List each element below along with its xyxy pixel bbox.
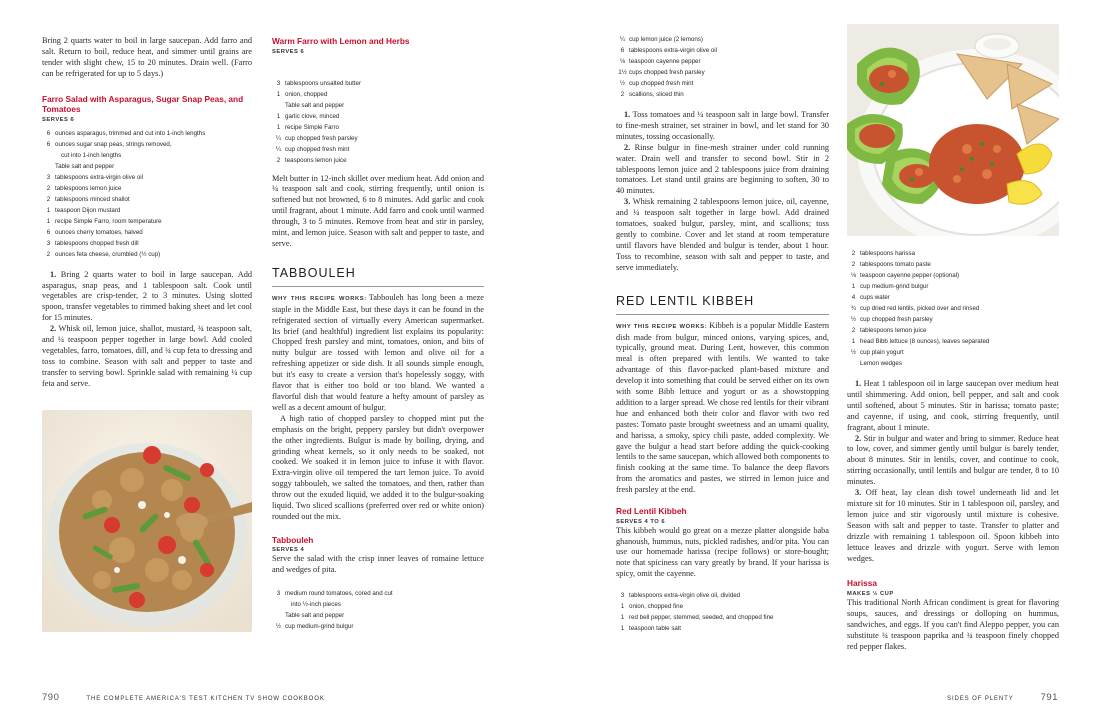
step-number: 1. [50, 269, 57, 279]
ingredient-item [272, 588, 484, 599]
ingredient-list [847, 248, 1059, 369]
ingredient-item [616, 56, 829, 67]
recipe-title-farro-salad: Farro Salad with Asparagus, Sugar Snap Peas, and Tomatoes [42, 93, 244, 115]
ingredient-item [42, 205, 252, 216]
ingredient-text: ounces cherry tomatoes, halved [55, 228, 143, 236]
ingredient-item [616, 89, 829, 100]
harissa-description: This traditional North African condiment is great for flavoring soups, sauces, and dressings or dolloping on hummus, sandwiches, and eggs. If you can't find Aleppo pepper, you can substitute ¾ teaspoon paprika and ¾ teaspoon finely chopped red pepper flakes. [847, 597, 1059, 651]
ingredient-quantity: 3 [46, 239, 51, 247]
ingredient-item [616, 34, 829, 45]
ingredient-item [272, 155, 484, 166]
ingredient-quantity: ½ [850, 316, 857, 323]
ingredient-item [847, 336, 1059, 347]
ingredient-quantity [847, 358, 860, 369]
ingredient-text: cup medium-grind bulgur [860, 283, 929, 290]
ingredient-item [616, 612, 829, 623]
ingredient-item [42, 172, 252, 183]
recipe-title-harissa: Harissa [847, 578, 877, 589]
ingredient-quantity: 1 [851, 283, 856, 290]
ingredient-quantity: 1 [276, 112, 281, 120]
makes-label: MAKES ½ CUP [847, 590, 894, 597]
ingredient-quantity: 2 [620, 91, 625, 98]
ingredient-item [272, 111, 484, 122]
ingredient-text: onion, chopped fine [629, 603, 684, 611]
ingredient-text: teaspoons lemon juice [285, 156, 347, 164]
step-number: 1. [855, 379, 862, 388]
ingredient-quantity: ¾ [850, 305, 857, 312]
ingredient-item [616, 623, 829, 634]
step-text: Whisk oil, lemon juice, shallot, mustard, ¾ teaspoon salt, and ¼ teaspoon pepper together in large bowl. Add cooled vegetables, farro, tomatoes, dill, and ¾ cup feta to dressing and toss to combine. Season with salt and pepper to taste and transfer to serving bowl. Sprinkle salad with remaining ¼ cup feta and serve. [42, 324, 252, 388]
ingredient-quantity: ⅛ [850, 272, 857, 279]
ingredient-text: cup chopped fresh parsley [285, 134, 358, 142]
column-4 [847, 248, 1059, 652]
ingredient-text: tablespoons harissa [860, 250, 916, 257]
ingredient-item [272, 100, 484, 111]
ingredient-item [272, 78, 484, 89]
simple-farro-method: Bring 2 quarts water to boil in large saucepan. Add farro and salt. Return to boil, reduce heat, and simmer until grains are tender with slight chew, 15 to 20 minutes. Drain well. (Farro can be refrigerated for up to 5 days.) [42, 36, 252, 78]
ingredient-item [847, 281, 1059, 292]
ingredient-quantity: 3 [46, 173, 51, 181]
ingredient-item [847, 270, 1059, 281]
ingredient-item [847, 358, 1059, 369]
ingredient-text: tablespoons minced shallot [55, 195, 130, 203]
method [42, 270, 252, 390]
why-text: Tabbouleh has long been a meze staple in the Middle East, but these days it can be found in the refrigerated section of virtually every American supermarket. Its brief (and healthful) ingredient list explains its popularity: Chopped fresh parsley and mint, tomatoes, onion, and bits of nutty bulgur are tossed with lemon and olive oil for a refreshing appetizer or side dish. It all sounds simple enough, but it's easy to create a version that's hopelessly soggy, with flavor that is either too bold or too bland. We wanted a flavorful dish that would feature a hefty amount of parsley as well as a decent amount of bulgur. [272, 292, 484, 412]
warm-farro-method: Melt butter in 12-inch skillet over medium heat. Add onion and ¼ teaspoon salt and cook, stirring frequently, until onion is softened but not browned, 6 to 8 minutes. Add garlic and cook until fragrant, about 1 minute. Add farro and cook until warmed through, 3 to 5 minutes. Remove from heat and stir in parsley, mint, and lemon juice. Season with salt and pepper to taste, and serve. [272, 173, 484, 248]
step-number: 1. [624, 110, 631, 119]
ingredient-item [42, 128, 252, 139]
ingredient-list [616, 590, 829, 634]
ingredient-quantity: ½ [850, 349, 857, 356]
column-2 [272, 36, 484, 632]
recipe-title-warm-farro: Warm Farro with Lemon and Herbs [272, 36, 410, 46]
ingredient-text: tablespoons chopped fresh dill [55, 239, 139, 247]
farro-salad-photo [42, 410, 252, 632]
ingredient-item [616, 601, 829, 612]
ingredient-quantity: 1 [851, 338, 856, 345]
step-text: Whisk remaining 2 tablespoons lemon juice, oil, cayenne, and ¼ teaspoon salt together in large bowl. Add drained tomatoes, soaked bulgur, parsley, mint, and scallions; toss gently to combine. Cover and let stand at room temperature until flavors have blended and bulgur is tender, about 1 hour. Toss to recombine, season with salt and pepper to taste, and serve immediately. [616, 197, 829, 272]
recipe-title-tabbouleh: Tabbouleh [272, 534, 314, 545]
tabbouleh-method [616, 110, 829, 274]
ingredient-quantity: 2 [46, 250, 51, 258]
ingredient-quantity: 6 [46, 228, 51, 236]
ingredient-text: cups water [860, 294, 890, 301]
book-title: THE COMPLETE AMERICA'S TEST KITCHEN TV SHOW COOKBOOK [86, 696, 325, 702]
ingredient-text: teaspoon table salt [629, 625, 681, 633]
recipe-title-red-lentil-kibbeh: Red Lentil Kibbeh [616, 506, 687, 517]
ingredient-quantity: 1½ [618, 69, 627, 76]
ingredient-quantity: 1 [620, 625, 625, 633]
step-text: Off heat, lay clean dish towel underneath lid and let mixture sit for 10 minutes. Stir in 1 tablespoon oil, parsley, and lemon juice and stir vigorously until mixture is cohesive. Season with salt and pepper to taste. Transfer to platter and drizzle with remaining 1 tablespoon oil. Spoon kibbeh into lettuce leaves and drizzle with yogurt. Serve with lemon wedges. [847, 488, 1060, 563]
ingredient-item [272, 122, 484, 133]
ingredient-text: teaspoon cayenne pepper [629, 58, 701, 65]
ingredient-quantity: ½ [619, 80, 626, 87]
ingredient-quantity: 2 [276, 156, 281, 164]
step-text: Bring 2 quarts water to boil in large saucepan. Add asparagus, snap peas, and 1 tablespoon salt. Cook until vegetables are crisp-tender, 2 to 3 minutes. Using slotted spoon, transfer vegetables to rimmed baking sheet and let cool for 15 minutes. [42, 269, 252, 323]
ingredient-text: cup chopped fresh mint [285, 145, 350, 153]
ingredient-item [42, 161, 252, 172]
ingredient-quantity: 1 [620, 603, 625, 611]
ingredient-quantity: 2 [851, 261, 856, 268]
step-number: 2. [624, 142, 631, 152]
why-label: WHY THIS RECIPE WORKS: [272, 295, 367, 302]
why-text-2: A high ratio of chopped parsley to chopped mint put the emphasis on the bright, peppery parsley but didn't overpower the other ingredients. Bulgur is made by boiling, drying, and grinding wheat kernels, so it only needs to be soaked, not cooked. We soaked it in lemon juice to infuse it with flavor. Extra-virgin olive oil tempered the tart lemon juice. To avoid soggy tabbouleh, we salted the tomatoes, and then, rather than throw out the exuded liquid, we added it to the bulgur-soaking liquid. Two sliced scallions (preferred over red or white onion) rounded out the mix. [272, 413, 484, 521]
ingredient-text: tablespoons extra-virgin olive oil [629, 47, 718, 54]
ingredient-text: scallions, sliced thin [629, 91, 684, 98]
ingredient-quantity: 3 [620, 592, 625, 600]
ingredient-quantity: 1 [46, 206, 51, 214]
ingredient-text: recipe Simple Farro [285, 123, 339, 131]
ingredient-item [847, 325, 1059, 336]
ingredient-quantity: 6 [46, 140, 51, 148]
ingredient-text: tablespoons lemon juice [860, 327, 927, 334]
ingredient-text: cut into 1-inch lengths [61, 151, 122, 159]
ingredient-text: cup plain yogurt [860, 349, 904, 356]
ingredient-quantity: ½ [275, 623, 282, 631]
why-label: WHY THIS RECIPE WORKS: [616, 323, 708, 330]
step-text: Stir in bulgur and water and bring to simmer. Reduce heat to low, cover, and simmer gently until bulgur is barely tender, about 8 minutes. Stir in lentils, cover, and continue to cook, stirring occasionally, until lentils and bulgur are tender, 8 to 10 minutes. [847, 433, 1059, 487]
ingredient-item [42, 227, 252, 238]
ingredient-item [272, 144, 484, 155]
ingredient-item [272, 599, 484, 610]
ingredient-list [272, 588, 484, 632]
ingredient-quantity: 1 [620, 614, 625, 622]
ingredient-text: cup medium-grind bulgur [285, 623, 354, 631]
ingredient-item [847, 292, 1059, 303]
section-title-red-lentil-kibbeh: RED LENTIL KIBBEH [616, 294, 829, 315]
ingredient-quantity [272, 610, 285, 621]
ingredient-text: teaspoon cayenne pepper (optional) [860, 272, 960, 279]
ingredient-quantity: ⅛ [619, 58, 626, 65]
ingredient-item [847, 314, 1059, 325]
ingredient-item [272, 89, 484, 100]
step-number: 3. [855, 488, 862, 498]
ingredient-list [42, 128, 252, 260]
page-number-right: 791 [1040, 692, 1058, 703]
ingredient-text: Lemon wedges [860, 360, 902, 367]
ingredient-item [42, 238, 252, 249]
ingredient-text: tablespoons extra-virgin olive oil [55, 173, 144, 181]
ingredient-quantity: 3 [276, 79, 281, 87]
ingredient-quantity: 2 [851, 327, 856, 334]
ingredient-quantity: 1 [276, 90, 281, 98]
why-text: Kibbeh is a popular Middle Eastern dish made from bulgur, minced onions, varying spices, and, typically, ground meat. During Lent, however, this common meal is often prepared with lentils. We wanted to take advantage of this flavor-packed plant-based mixture and develop it into something that could be served either on its own with some Bibb lettuce and yogurt or as a showstopping addition to a larger spread. We chose red lentils for their vibrant hue and enhanced both their color and flavor with two red pastes: Tomato paste brought sweetness and an umami quality, and harissa, a smoky, spicy chili paste, added complexity. We gave the bulgur a head start before adding the quick-cooking lentils to the same saucepan, which allowed both components to finish cooking at the same time. To balance the deep flavors from the aromatics and pastes, we stirred in lemon juice and fresh parsley at the end. [616, 320, 830, 495]
ingredient-text: tablespoons tomato paste [860, 261, 931, 268]
step-number: 2. [50, 324, 57, 334]
ingredient-text: garlic clove, minced [285, 112, 340, 120]
farro-salad-illustration [42, 410, 252, 632]
ingredient-text: cup chopped fresh mint [629, 80, 694, 87]
ingredient-item [42, 216, 252, 227]
ingredient-quantity [272, 100, 285, 111]
ingredient-item [272, 621, 484, 632]
ingredient-item [42, 150, 252, 161]
ingredient-item [616, 590, 829, 601]
ingredient-text: ounces asparagus, trimmed and cut into 1-inch lengths [55, 129, 206, 137]
ingredient-quantity: 2 [46, 184, 51, 192]
ingredient-item [42, 249, 252, 260]
tabbouleh-description: Serve the salad with the crisp inner leaves of romaine lettuce and wedges of pita. [272, 554, 484, 575]
ingredient-list [272, 78, 484, 166]
ingredient-item [616, 78, 829, 89]
why-this-works [616, 321, 829, 497]
step-text: Rinse bulgur in fine-mesh strainer under cold running water. Drain well and transfer to second bowl. Stir in 2 tablespoons lemon juice and 2 tablespoons juice from draining tomatoes. Let stand until grains are beginning to soften, 30 to 40 minutes. [616, 142, 829, 196]
ingredient-quantity: 6 [620, 47, 625, 54]
column-1 [42, 36, 252, 390]
ingredient-item [847, 303, 1059, 314]
ingredient-quantity: 6 [46, 129, 51, 137]
ingredient-item [847, 248, 1059, 259]
ingredient-text: tablespoons extra-virgin olive oil, divided [629, 592, 741, 600]
page-number-left: 790 [42, 692, 60, 703]
step-number: 2. [855, 433, 862, 443]
ingredient-text: tablespoons unsalted butter [285, 79, 362, 87]
ingredient-text: red bell pepper, stemmed, seeded, and chopped fine [629, 614, 774, 622]
step-number: 3. [624, 197, 631, 207]
ingredient-text: medium round tomatoes, cored and cut [285, 590, 393, 598]
ingredient-quantity: 2 [46, 195, 51, 203]
ingredient-text: into ½-inch pieces [291, 601, 341, 609]
ingredient-text: cups chopped fresh parsley [629, 69, 705, 76]
ingredient-item [42, 139, 252, 150]
serves-label: SERVES 6 [42, 116, 75, 123]
kibbeh-description: This kibbeh would go great on a mezze platter alongside baba ghanoush, hummus, nuts, pickled radishes, and/or pita. You can use our homemade harissa (recipe follows) or store-bought; note that spiciness can vary greatly by brand. If your harissa is spicy, omit the cayenne. [616, 525, 829, 579]
ingredient-text: Table salt and pepper [285, 612, 345, 620]
ingredient-text: Table salt and pepper [55, 162, 115, 170]
kibbeh-illustration [847, 24, 1059, 236]
footer-left [42, 692, 325, 703]
ingredient-item [616, 45, 829, 56]
ingredient-quantity: 2 [851, 250, 856, 257]
why-this-works [272, 293, 484, 523]
ingredient-text: tablespoons lemon juice [55, 184, 122, 192]
ingredient-item [847, 347, 1059, 358]
ingredient-quantity: ¼ [275, 134, 282, 142]
ingredient-quantity: ¼ [275, 145, 282, 153]
ingredient-quantity: 1 [276, 123, 281, 131]
ingredient-text: cup chopped fresh parsley [860, 316, 933, 323]
ingredient-item [847, 259, 1059, 270]
red-lentil-kibbeh-photo [847, 24, 1059, 236]
ingredient-quantity: 3 [276, 590, 281, 598]
footer-right [947, 692, 1058, 703]
ingredient-quantity: 1 [46, 217, 51, 225]
ingredient-text: recipe Simple Farro, room temperature [55, 217, 162, 225]
step-text: Toss tomatoes and ¼ teaspoon salt in large bowl. Transfer to fine-mesh strainer, set strainer in bowl, and let stand for 30 minutes, tossing occasionally. [616, 110, 829, 141]
ingredient-text: cup lemon juice (2 lemons) [629, 36, 703, 43]
ingredient-quantity: ¼ [619, 36, 626, 43]
ingredient-quantity [42, 161, 55, 172]
ingredient-item [42, 183, 252, 194]
ingredient-text: ounces feta cheese, crumbled (½ cup) [55, 250, 161, 258]
ingredient-text: head Bibb lettuce (8 ounces), leaves separated [860, 338, 990, 345]
ingredient-text: Table salt and pepper [285, 101, 345, 109]
ingredient-item [42, 194, 252, 205]
section-title-tabbouleh: TABBOULEH [272, 266, 484, 287]
ingredient-text: teaspoon Dijon mustard [55, 206, 121, 214]
ingredient-list [616, 34, 829, 100]
ingredient-quantity [42, 150, 55, 161]
ingredient-text: onion, chopped [285, 90, 328, 98]
serves-label: SERVES 6 [272, 48, 305, 55]
column-3 [616, 36, 829, 634]
serves-label: SERVES 4 [272, 547, 305, 554]
kibbeh-method [847, 379, 1059, 564]
ingredient-item [272, 610, 484, 621]
chapter-title: SIDES OF PLENTY [947, 696, 1014, 702]
step-text: Heat 1 tablespoon oil in large saucepan over medium heat until shimmering. Add onion, bell pepper, and salt and cook until softened, about 5 minutes. Stir in harissa; tomato paste; and cayenne, if using, and cook, stirring frequently, until fragrant, about 1 minute. [847, 379, 1059, 432]
serves-label: SERVES 4 TO 6 [616, 518, 666, 525]
ingredient-text: cup dried red lentils, picked over and rinsed [860, 305, 980, 312]
ingredient-quantity: 4 [851, 294, 856, 301]
ingredient-quantity [272, 599, 285, 610]
ingredient-item [616, 67, 829, 78]
ingredient-text: ounces sugar snap peas, strings removed, [55, 140, 172, 148]
ingredient-item [272, 133, 484, 144]
